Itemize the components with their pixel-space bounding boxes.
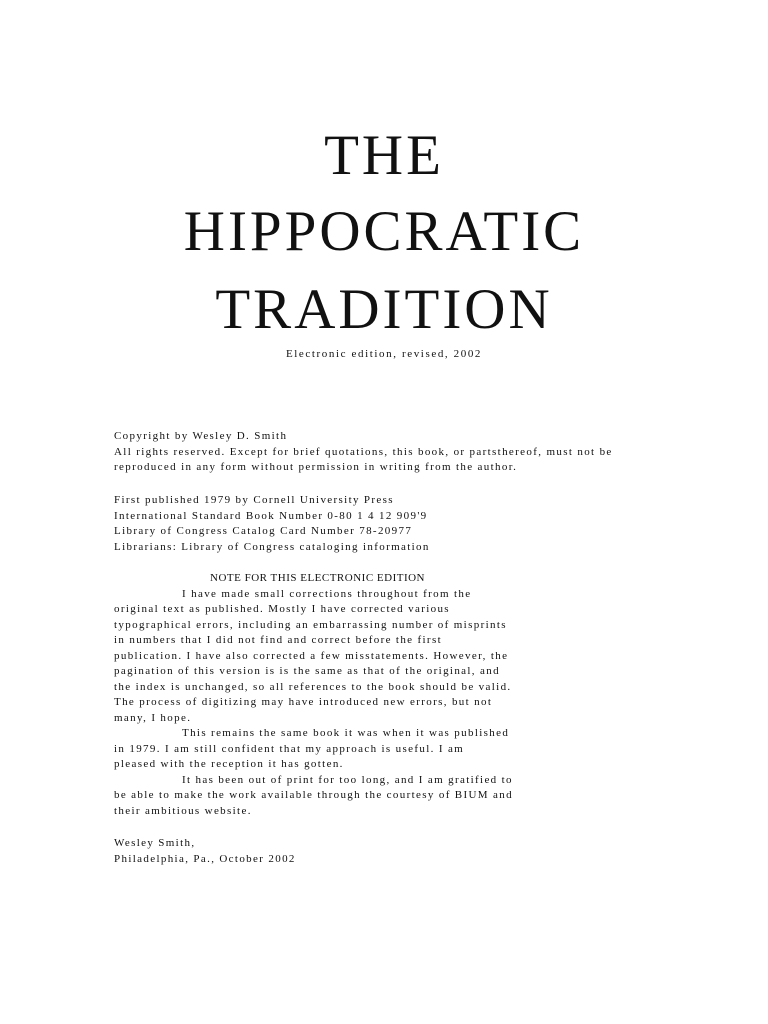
note-line: I have made small corrections throughout from the: [182, 587, 472, 600]
title-line-1: THE: [324, 124, 444, 187]
copyright-line: reproduced in any form without permission in writing from the author.: [114, 461, 518, 473]
note-line: in 1979. I am still confident that my approach is useful. I am: [114, 742, 465, 755]
note-line: It has been out of print for too long, and I am gratified to: [182, 773, 513, 786]
note-line: original text as published. Mostly I have corrected various: [114, 603, 450, 615]
copyright-line: Copyright by Wesley D. Smith: [114, 430, 288, 442]
note-line: This remains the same book it was when it was published: [182, 727, 510, 739]
note-line: the index is unchanged, so all references to the book should be valid.: [114, 680, 512, 693]
note-line: their ambitious website.: [114, 804, 252, 817]
copyright-block: [114, 429, 613, 476]
title-line-3: TRADITION: [215, 278, 553, 341]
note-heading: NOTE FOR THIS ELECTRONIC EDITION: [210, 572, 426, 584]
publication-line: International Standard Book Number 0-80 1 4 12 909'9: [114, 509, 428, 522]
publication-line: Librarians: Library of Congress cataloging information: [114, 540, 430, 553]
note-line: pagination of this version is is the same as that of the original, and: [114, 665, 500, 677]
publication-line: First published 1979 by Cornell University Press: [114, 494, 394, 506]
note-line: pleased with the reception it has gotten.: [114, 758, 344, 770]
publication-line: Library of Congress Catalog Card Number 78-20977: [114, 525, 413, 537]
edition-note: Electronic edition, revised, 2002: [285, 348, 483, 360]
title-line-2: HIPPOCRATIC: [183, 200, 585, 263]
signature-block: [114, 836, 296, 867]
signature-place-date: Philadelphia, Pa., October 2002: [114, 852, 296, 865]
note-line: The process of digitizing may have introduced new errors, but not: [114, 696, 493, 708]
note-line: be able to make the work available through the courtesy of BIUM and: [114, 789, 513, 801]
note-line: many, I hope.: [114, 711, 192, 724]
electronic-edition-note: [114, 571, 513, 819]
signature-name: Wesley Smith,: [114, 837, 196, 849]
copyright-line: All rights reserved. Except for brief quotations, this book, or partsthereof, must not be: [114, 445, 613, 458]
publication-info-block: [114, 493, 430, 555]
note-line: in numbers that I did not find and correct before the first: [114, 634, 442, 646]
note-line: typographical errors, including an embarrassing number of misprints: [114, 618, 507, 631]
note-line: publication. I have also corrected a few misstatements. However, the: [114, 649, 509, 662]
